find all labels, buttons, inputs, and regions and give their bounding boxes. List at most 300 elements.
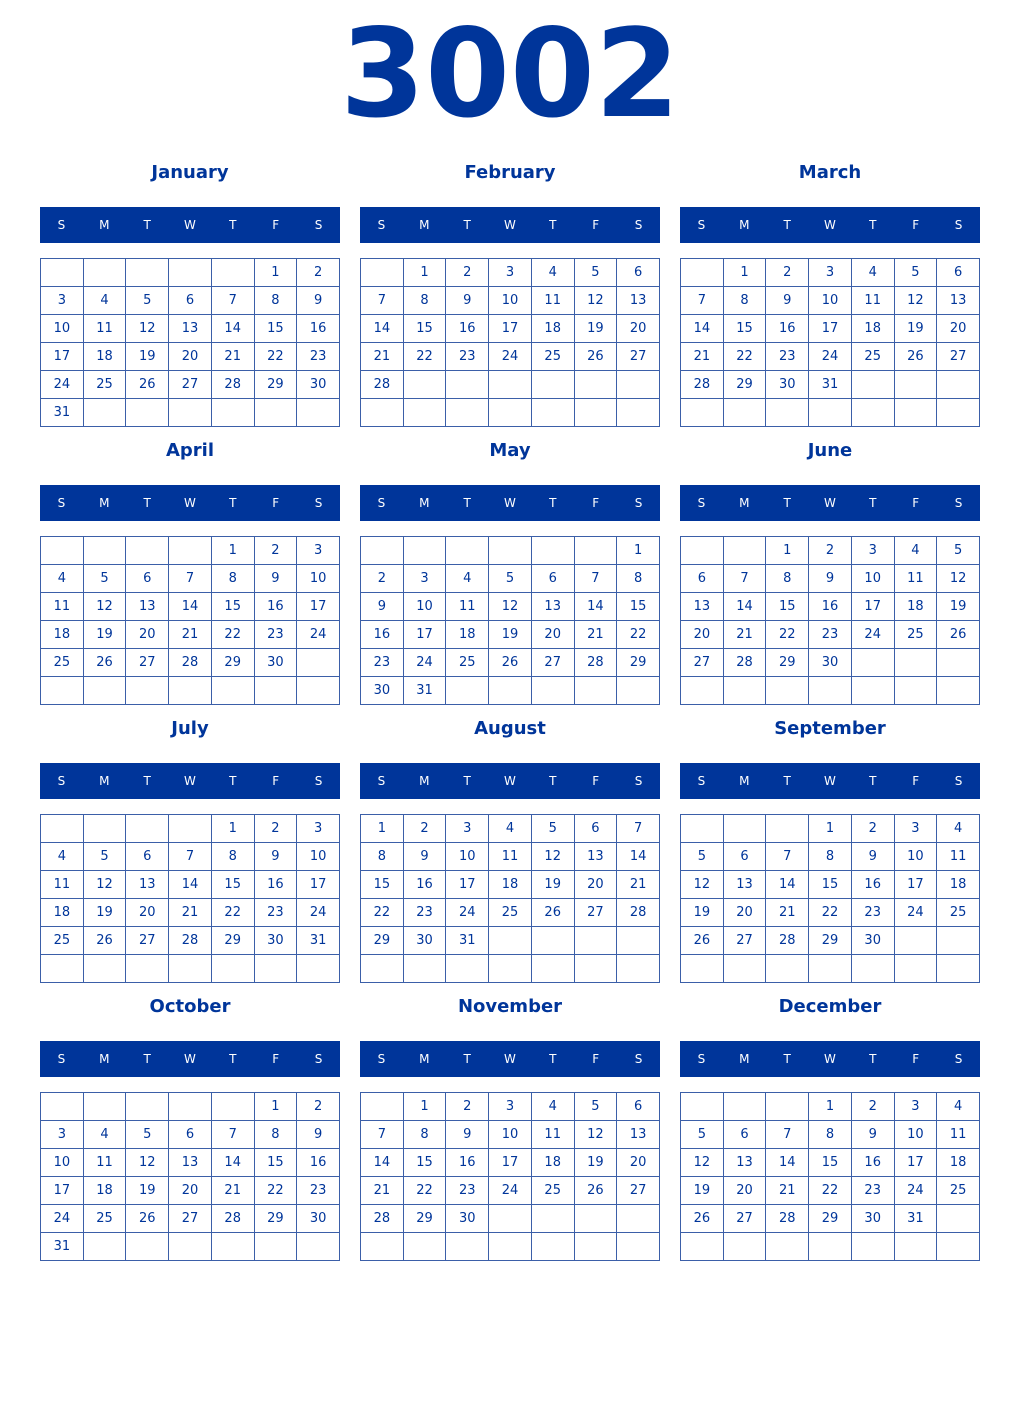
- day-cell[interactable]: 9: [766, 287, 809, 315]
- day-cell[interactable]: 22: [809, 899, 852, 927]
- day-cell[interactable]: 4: [84, 1121, 127, 1149]
- day-cell[interactable]: 15: [255, 1149, 298, 1177]
- day-cell[interactable]: 27: [937, 343, 980, 371]
- day-cell[interactable]: 22: [809, 1177, 852, 1205]
- day-cell[interactable]: 8: [212, 843, 255, 871]
- day-cell[interactable]: 27: [575, 899, 618, 927]
- day-cell[interactable]: 10: [297, 565, 340, 593]
- day-cell[interactable]: 11: [84, 315, 127, 343]
- day-cell[interactable]: 3: [404, 565, 447, 593]
- day-cell[interactable]: 1: [724, 259, 767, 287]
- day-cell[interactable]: 30: [297, 1205, 340, 1233]
- day-cell[interactable]: 4: [489, 815, 532, 843]
- day-cell[interactable]: 26: [575, 343, 618, 371]
- day-cell[interactable]: 3: [489, 1093, 532, 1121]
- day-cell[interactable]: 10: [852, 565, 895, 593]
- day-cell[interactable]: 11: [84, 1149, 127, 1177]
- day-cell[interactable]: 7: [617, 815, 660, 843]
- day-cell[interactable]: 11: [41, 871, 84, 899]
- day-cell[interactable]: 30: [809, 649, 852, 677]
- day-cell[interactable]: 29: [766, 649, 809, 677]
- day-cell[interactable]: 28: [361, 371, 404, 399]
- day-cell[interactable]: 14: [766, 1149, 809, 1177]
- day-cell[interactable]: 20: [937, 315, 980, 343]
- day-cell[interactable]: 11: [41, 593, 84, 621]
- day-cell[interactable]: 2: [809, 537, 852, 565]
- day-cell[interactable]: 31: [41, 399, 84, 427]
- day-cell[interactable]: 16: [446, 315, 489, 343]
- day-cell[interactable]: 13: [169, 315, 212, 343]
- day-cell[interactable]: 18: [446, 621, 489, 649]
- day-cell[interactable]: 25: [532, 1177, 575, 1205]
- day-cell[interactable]: 22: [361, 899, 404, 927]
- day-cell[interactable]: 22: [766, 621, 809, 649]
- day-cell[interactable]: 1: [404, 1093, 447, 1121]
- day-cell[interactable]: 24: [446, 899, 489, 927]
- day-cell[interactable]: 3: [809, 259, 852, 287]
- day-cell[interactable]: 21: [212, 343, 255, 371]
- day-cell[interactable]: 16: [255, 593, 298, 621]
- day-cell[interactable]: 4: [895, 537, 938, 565]
- day-cell[interactable]: 14: [169, 593, 212, 621]
- day-cell[interactable]: 9: [404, 843, 447, 871]
- day-cell[interactable]: 2: [297, 1093, 340, 1121]
- day-cell[interactable]: 12: [895, 287, 938, 315]
- day-cell[interactable]: 8: [255, 287, 298, 315]
- day-cell[interactable]: 31: [446, 927, 489, 955]
- day-cell[interactable]: 27: [169, 1205, 212, 1233]
- day-cell[interactable]: 28: [681, 371, 724, 399]
- day-cell[interactable]: 22: [255, 343, 298, 371]
- day-cell[interactable]: 11: [937, 843, 980, 871]
- day-cell[interactable]: 9: [446, 1121, 489, 1149]
- day-cell[interactable]: 3: [41, 1121, 84, 1149]
- day-cell[interactable]: 4: [84, 287, 127, 315]
- day-cell[interactable]: 13: [532, 593, 575, 621]
- day-cell[interactable]: 17: [446, 871, 489, 899]
- day-cell[interactable]: 7: [575, 565, 618, 593]
- day-cell[interactable]: 21: [766, 899, 809, 927]
- day-cell[interactable]: 16: [852, 871, 895, 899]
- day-cell[interactable]: 6: [532, 565, 575, 593]
- day-cell[interactable]: 20: [169, 1177, 212, 1205]
- day-cell[interactable]: 24: [489, 1177, 532, 1205]
- day-cell[interactable]: 21: [169, 899, 212, 927]
- day-cell[interactable]: 25: [852, 343, 895, 371]
- day-cell[interactable]: 26: [575, 1177, 618, 1205]
- day-cell[interactable]: 17: [41, 1177, 84, 1205]
- day-cell[interactable]: 13: [169, 1149, 212, 1177]
- day-cell[interactable]: 19: [937, 593, 980, 621]
- day-cell[interactable]: 18: [489, 871, 532, 899]
- day-cell[interactable]: 23: [404, 899, 447, 927]
- day-cell[interactable]: 11: [937, 1121, 980, 1149]
- day-cell[interactable]: 22: [212, 621, 255, 649]
- day-cell[interactable]: 31: [809, 371, 852, 399]
- day-cell[interactable]: 15: [809, 871, 852, 899]
- day-cell[interactable]: 30: [255, 927, 298, 955]
- day-cell[interactable]: 21: [212, 1177, 255, 1205]
- day-cell[interactable]: 27: [126, 927, 169, 955]
- day-cell[interactable]: 7: [724, 565, 767, 593]
- day-cell[interactable]: 7: [361, 287, 404, 315]
- day-cell[interactable]: 5: [681, 843, 724, 871]
- day-cell[interactable]: 24: [297, 621, 340, 649]
- day-cell[interactable]: 4: [937, 1093, 980, 1121]
- day-cell[interactable]: 16: [766, 315, 809, 343]
- day-cell[interactable]: 8: [724, 287, 767, 315]
- day-cell[interactable]: 27: [532, 649, 575, 677]
- day-cell[interactable]: 26: [126, 1205, 169, 1233]
- day-cell[interactable]: 16: [446, 1149, 489, 1177]
- day-cell[interactable]: 17: [895, 871, 938, 899]
- day-cell[interactable]: 18: [84, 343, 127, 371]
- day-cell[interactable]: 14: [212, 1149, 255, 1177]
- day-cell[interactable]: 5: [84, 843, 127, 871]
- day-cell[interactable]: 11: [895, 565, 938, 593]
- day-cell[interactable]: 2: [361, 565, 404, 593]
- day-cell[interactable]: 6: [169, 1121, 212, 1149]
- day-cell[interactable]: 7: [681, 287, 724, 315]
- day-cell[interactable]: 24: [297, 899, 340, 927]
- day-cell[interactable]: 8: [361, 843, 404, 871]
- day-cell[interactable]: 20: [532, 621, 575, 649]
- day-cell[interactable]: 5: [575, 259, 618, 287]
- day-cell[interactable]: 26: [681, 927, 724, 955]
- day-cell[interactable]: 27: [617, 343, 660, 371]
- day-cell[interactable]: 8: [212, 565, 255, 593]
- day-cell[interactable]: 28: [766, 927, 809, 955]
- day-cell[interactable]: 8: [404, 1121, 447, 1149]
- day-cell[interactable]: 13: [126, 871, 169, 899]
- day-cell[interactable]: 7: [212, 1121, 255, 1149]
- day-cell[interactable]: 22: [404, 1177, 447, 1205]
- day-cell[interactable]: 19: [575, 315, 618, 343]
- day-cell[interactable]: 27: [126, 649, 169, 677]
- day-cell[interactable]: 29: [809, 1205, 852, 1233]
- day-cell[interactable]: 18: [937, 1149, 980, 1177]
- day-cell[interactable]: 14: [361, 1149, 404, 1177]
- day-cell[interactable]: 12: [84, 871, 127, 899]
- day-cell[interactable]: 28: [575, 649, 618, 677]
- day-cell[interactable]: 13: [681, 593, 724, 621]
- day-cell[interactable]: 11: [532, 287, 575, 315]
- day-cell[interactable]: 18: [41, 899, 84, 927]
- day-cell[interactable]: 19: [681, 899, 724, 927]
- day-cell[interactable]: 26: [681, 1205, 724, 1233]
- day-cell[interactable]: 12: [84, 593, 127, 621]
- day-cell[interactable]: 25: [41, 927, 84, 955]
- day-cell[interactable]: 26: [489, 649, 532, 677]
- day-cell[interactable]: 7: [169, 843, 212, 871]
- day-cell[interactable]: 20: [681, 621, 724, 649]
- day-cell[interactable]: 13: [126, 593, 169, 621]
- day-cell[interactable]: 6: [169, 287, 212, 315]
- day-cell[interactable]: 23: [446, 1177, 489, 1205]
- day-cell[interactable]: 9: [361, 593, 404, 621]
- day-cell[interactable]: 29: [255, 1205, 298, 1233]
- day-cell[interactable]: 30: [766, 371, 809, 399]
- day-cell[interactable]: 27: [617, 1177, 660, 1205]
- day-cell[interactable]: 1: [766, 537, 809, 565]
- day-cell[interactable]: 24: [404, 649, 447, 677]
- day-cell[interactable]: 2: [766, 259, 809, 287]
- day-cell[interactable]: 21: [169, 621, 212, 649]
- day-cell[interactable]: 20: [575, 871, 618, 899]
- day-cell[interactable]: 9: [852, 843, 895, 871]
- day-cell[interactable]: 9: [809, 565, 852, 593]
- day-cell[interactable]: 1: [404, 259, 447, 287]
- day-cell[interactable]: 23: [255, 621, 298, 649]
- day-cell[interactable]: 3: [852, 537, 895, 565]
- day-cell[interactable]: 5: [937, 537, 980, 565]
- day-cell[interactable]: 15: [404, 315, 447, 343]
- day-cell[interactable]: 20: [617, 315, 660, 343]
- day-cell[interactable]: 1: [809, 1093, 852, 1121]
- day-cell[interactable]: 29: [361, 927, 404, 955]
- day-cell[interactable]: 8: [255, 1121, 298, 1149]
- day-cell[interactable]: 30: [404, 927, 447, 955]
- day-cell[interactable]: 19: [126, 343, 169, 371]
- day-cell[interactable]: 17: [297, 871, 340, 899]
- day-cell[interactable]: 29: [212, 927, 255, 955]
- day-cell[interactable]: 10: [895, 1121, 938, 1149]
- day-cell[interactable]: 3: [489, 259, 532, 287]
- day-cell[interactable]: 12: [681, 1149, 724, 1177]
- day-cell[interactable]: 14: [766, 871, 809, 899]
- day-cell[interactable]: 16: [809, 593, 852, 621]
- day-cell[interactable]: 21: [361, 343, 404, 371]
- day-cell[interactable]: 18: [895, 593, 938, 621]
- day-cell[interactable]: 5: [489, 565, 532, 593]
- day-cell[interactable]: 24: [895, 899, 938, 927]
- day-cell[interactable]: 10: [41, 315, 84, 343]
- day-cell[interactable]: 15: [809, 1149, 852, 1177]
- day-cell[interactable]: 23: [297, 343, 340, 371]
- day-cell[interactable]: 11: [489, 843, 532, 871]
- day-cell[interactable]: 13: [617, 287, 660, 315]
- day-cell[interactable]: 25: [937, 1177, 980, 1205]
- day-cell[interactable]: 5: [681, 1121, 724, 1149]
- day-cell[interactable]: 9: [446, 287, 489, 315]
- day-cell[interactable]: 7: [766, 1121, 809, 1149]
- day-cell[interactable]: 12: [126, 1149, 169, 1177]
- day-cell[interactable]: 28: [212, 371, 255, 399]
- day-cell[interactable]: 10: [489, 287, 532, 315]
- day-cell[interactable]: 14: [681, 315, 724, 343]
- day-cell[interactable]: 22: [724, 343, 767, 371]
- day-cell[interactable]: 23: [297, 1177, 340, 1205]
- day-cell[interactable]: 26: [84, 649, 127, 677]
- day-cell[interactable]: 25: [446, 649, 489, 677]
- day-cell[interactable]: 22: [212, 899, 255, 927]
- day-cell[interactable]: 3: [297, 537, 340, 565]
- day-cell[interactable]: 5: [126, 287, 169, 315]
- day-cell[interactable]: 2: [404, 815, 447, 843]
- day-cell[interactable]: 31: [404, 677, 447, 705]
- day-cell[interactable]: 19: [681, 1177, 724, 1205]
- day-cell[interactable]: 23: [766, 343, 809, 371]
- day-cell[interactable]: 25: [895, 621, 938, 649]
- day-cell[interactable]: 14: [169, 871, 212, 899]
- day-cell[interactable]: 27: [724, 927, 767, 955]
- day-cell[interactable]: 18: [532, 315, 575, 343]
- day-cell[interactable]: 8: [809, 843, 852, 871]
- day-cell[interactable]: 12: [575, 1121, 618, 1149]
- day-cell[interactable]: 20: [126, 621, 169, 649]
- day-cell[interactable]: 30: [446, 1205, 489, 1233]
- day-cell[interactable]: 16: [297, 315, 340, 343]
- day-cell[interactable]: 22: [617, 621, 660, 649]
- day-cell[interactable]: 25: [532, 343, 575, 371]
- day-cell[interactable]: 10: [809, 287, 852, 315]
- day-cell[interactable]: 6: [724, 843, 767, 871]
- day-cell[interactable]: 26: [84, 927, 127, 955]
- day-cell[interactable]: 19: [532, 871, 575, 899]
- day-cell[interactable]: 30: [852, 1205, 895, 1233]
- day-cell[interactable]: 23: [809, 621, 852, 649]
- day-cell[interactable]: 15: [766, 593, 809, 621]
- day-cell[interactable]: 5: [84, 565, 127, 593]
- day-cell[interactable]: 3: [895, 815, 938, 843]
- day-cell[interactable]: 3: [41, 287, 84, 315]
- day-cell[interactable]: 17: [489, 1149, 532, 1177]
- day-cell[interactable]: 10: [446, 843, 489, 871]
- day-cell[interactable]: 14: [617, 843, 660, 871]
- day-cell[interactable]: 6: [681, 565, 724, 593]
- day-cell[interactable]: 1: [809, 815, 852, 843]
- day-cell[interactable]: 23: [446, 343, 489, 371]
- day-cell[interactable]: 11: [532, 1121, 575, 1149]
- day-cell[interactable]: 11: [446, 593, 489, 621]
- day-cell[interactable]: 21: [575, 621, 618, 649]
- day-cell[interactable]: 28: [212, 1205, 255, 1233]
- day-cell[interactable]: 27: [681, 649, 724, 677]
- day-cell[interactable]: 18: [852, 315, 895, 343]
- day-cell[interactable]: 19: [84, 899, 127, 927]
- day-cell[interactable]: 15: [404, 1149, 447, 1177]
- day-cell[interactable]: 12: [575, 287, 618, 315]
- day-cell[interactable]: 13: [575, 843, 618, 871]
- day-cell[interactable]: 9: [297, 1121, 340, 1149]
- day-cell[interactable]: 11: [852, 287, 895, 315]
- day-cell[interactable]: 31: [41, 1233, 84, 1261]
- day-cell[interactable]: 21: [766, 1177, 809, 1205]
- day-cell[interactable]: 25: [41, 649, 84, 677]
- day-cell[interactable]: 15: [255, 315, 298, 343]
- day-cell[interactable]: 14: [575, 593, 618, 621]
- day-cell[interactable]: 6: [724, 1121, 767, 1149]
- day-cell[interactable]: 25: [84, 371, 127, 399]
- day-cell[interactable]: 17: [895, 1149, 938, 1177]
- day-cell[interactable]: 29: [617, 649, 660, 677]
- day-cell[interactable]: 15: [724, 315, 767, 343]
- day-cell[interactable]: 22: [255, 1177, 298, 1205]
- day-cell[interactable]: 8: [617, 565, 660, 593]
- day-cell[interactable]: 16: [361, 621, 404, 649]
- day-cell[interactable]: 30: [297, 371, 340, 399]
- day-cell[interactable]: 13: [724, 1149, 767, 1177]
- day-cell[interactable]: 2: [852, 815, 895, 843]
- day-cell[interactable]: 15: [212, 593, 255, 621]
- day-cell[interactable]: 1: [212, 815, 255, 843]
- day-cell[interactable]: 1: [617, 537, 660, 565]
- day-cell[interactable]: 15: [361, 871, 404, 899]
- day-cell[interactable]: 6: [126, 565, 169, 593]
- day-cell[interactable]: 4: [937, 815, 980, 843]
- day-cell[interactable]: 30: [361, 677, 404, 705]
- day-cell[interactable]: 24: [41, 371, 84, 399]
- day-cell[interactable]: 21: [617, 871, 660, 899]
- day-cell[interactable]: 23: [361, 649, 404, 677]
- day-cell[interactable]: 1: [212, 537, 255, 565]
- day-cell[interactable]: 18: [532, 1149, 575, 1177]
- day-cell[interactable]: 10: [297, 843, 340, 871]
- day-cell[interactable]: 26: [937, 621, 980, 649]
- day-cell[interactable]: 19: [895, 315, 938, 343]
- day-cell[interactable]: 29: [724, 371, 767, 399]
- day-cell[interactable]: 21: [361, 1177, 404, 1205]
- day-cell[interactable]: 28: [169, 927, 212, 955]
- day-cell[interactable]: 1: [255, 259, 298, 287]
- day-cell[interactable]: 28: [724, 649, 767, 677]
- day-cell[interactable]: 19: [575, 1149, 618, 1177]
- day-cell[interactable]: 16: [852, 1149, 895, 1177]
- day-cell[interactable]: 2: [297, 259, 340, 287]
- day-cell[interactable]: 20: [169, 343, 212, 371]
- day-cell[interactable]: 23: [852, 1177, 895, 1205]
- day-cell[interactable]: 28: [169, 649, 212, 677]
- day-cell[interactable]: 9: [297, 287, 340, 315]
- day-cell[interactable]: 25: [489, 899, 532, 927]
- day-cell[interactable]: 31: [895, 1205, 938, 1233]
- day-cell[interactable]: 6: [617, 1093, 660, 1121]
- day-cell[interactable]: 10: [489, 1121, 532, 1149]
- day-cell[interactable]: 21: [724, 621, 767, 649]
- day-cell[interactable]: 19: [126, 1177, 169, 1205]
- day-cell[interactable]: 12: [489, 593, 532, 621]
- day-cell[interactable]: 20: [724, 899, 767, 927]
- day-cell[interactable]: 5: [575, 1093, 618, 1121]
- day-cell[interactable]: 5: [532, 815, 575, 843]
- day-cell[interactable]: 28: [617, 899, 660, 927]
- day-cell[interactable]: 1: [255, 1093, 298, 1121]
- day-cell[interactable]: 16: [297, 1149, 340, 1177]
- day-cell[interactable]: 12: [681, 871, 724, 899]
- day-cell[interactable]: 24: [852, 621, 895, 649]
- day-cell[interactable]: 21: [681, 343, 724, 371]
- day-cell[interactable]: 27: [724, 1205, 767, 1233]
- day-cell[interactable]: 5: [126, 1121, 169, 1149]
- day-cell[interactable]: 24: [809, 343, 852, 371]
- day-cell[interactable]: 23: [255, 899, 298, 927]
- day-cell[interactable]: 1: [361, 815, 404, 843]
- day-cell[interactable]: 8: [404, 287, 447, 315]
- day-cell[interactable]: 19: [489, 621, 532, 649]
- day-cell[interactable]: 6: [126, 843, 169, 871]
- day-cell[interactable]: 7: [169, 565, 212, 593]
- day-cell[interactable]: 10: [404, 593, 447, 621]
- day-cell[interactable]: 15: [617, 593, 660, 621]
- day-cell[interactable]: 20: [126, 899, 169, 927]
- day-cell[interactable]: 15: [212, 871, 255, 899]
- day-cell[interactable]: 26: [126, 371, 169, 399]
- day-cell[interactable]: 4: [532, 1093, 575, 1121]
- day-cell[interactable]: 30: [852, 927, 895, 955]
- day-cell[interactable]: 10: [895, 843, 938, 871]
- day-cell[interactable]: 17: [809, 315, 852, 343]
- day-cell[interactable]: 7: [361, 1121, 404, 1149]
